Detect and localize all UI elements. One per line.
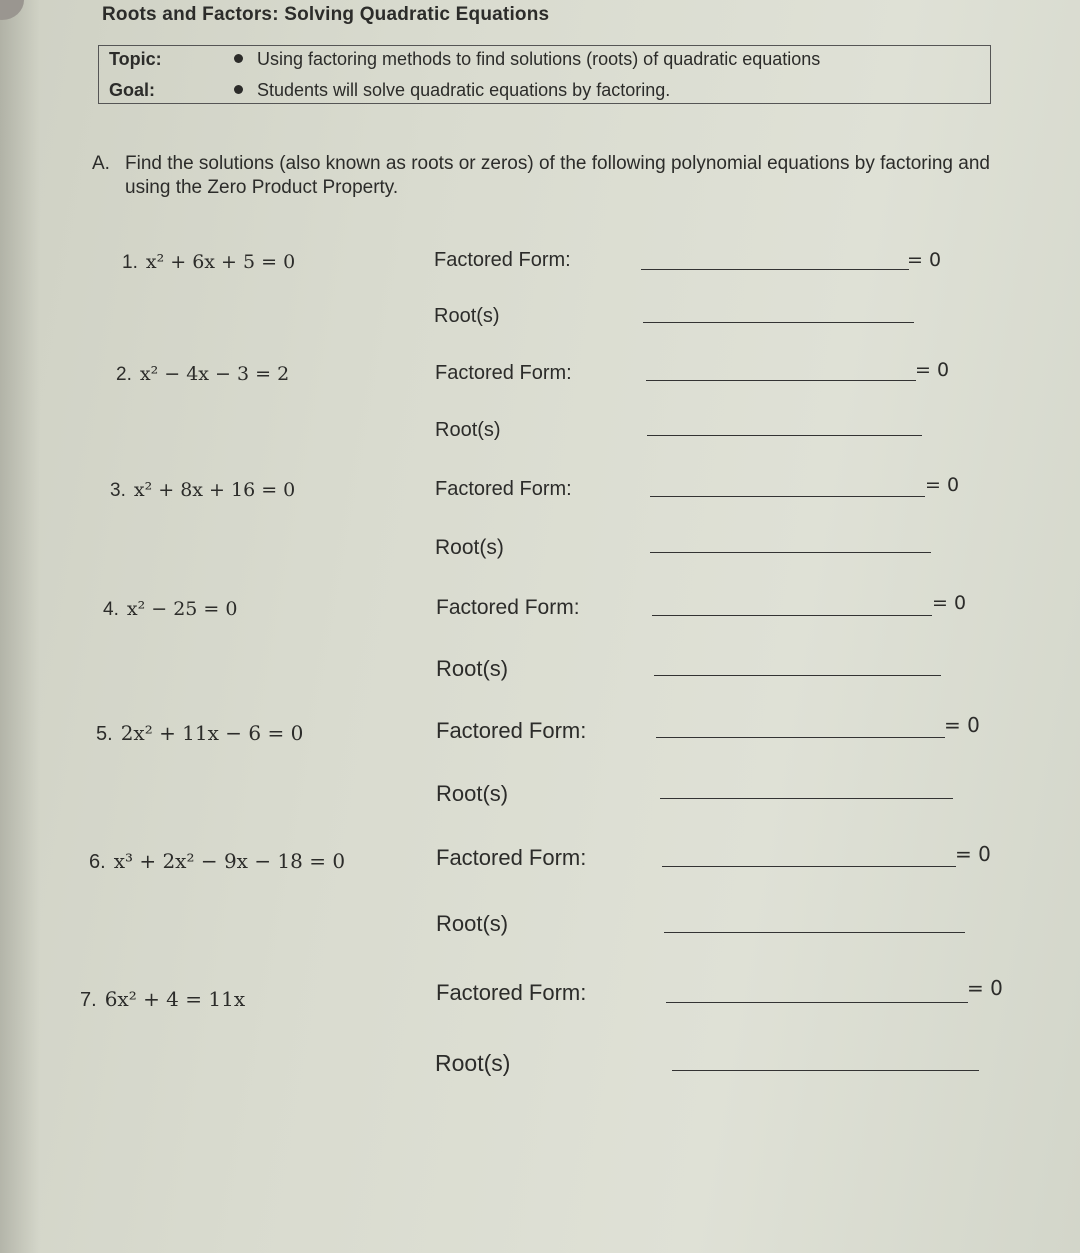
factored-answer-blank-1[interactable]: [641, 269, 909, 270]
factored-answer-blank-3[interactable]: [650, 496, 925, 497]
equals-zero-3: = 0: [925, 474, 960, 496]
factored-answer-blank-6[interactable]: [662, 866, 956, 867]
factored-form-label-4: Factored Form:: [436, 596, 580, 619]
topic-goal-box: [98, 45, 991, 104]
problem-7: 7. 6x² + 4 = 11x: [80, 987, 246, 1011]
problem-1: 1. x² + 6x + 5 = 0: [122, 251, 296, 273]
roots-label-3: Root(s): [435, 536, 504, 559]
topic-label: Topic:: [109, 49, 162, 69]
roots-label-2: Root(s): [435, 419, 501, 441]
problem-equation: 6x² + 4 = 11x: [104, 987, 246, 1011]
bullet-icon: [234, 54, 243, 63]
factored-form-label-1: Factored Form:: [434, 249, 571, 271]
equals-zero-4: = 0: [932, 592, 967, 614]
problem-equation: x² + 6x + 5 = 0: [145, 251, 296, 273]
factored-answer-blank-5[interactable]: [656, 737, 945, 738]
roots-label-5: Root(s): [436, 781, 509, 806]
problem-equation: 2x² + 11x − 6 = 0: [120, 721, 304, 745]
worksheet-title: Roots and Factors: Solving Quadratic Equations: [102, 4, 550, 25]
problem-5: 5. 2x² + 11x − 6 = 0: [96, 721, 304, 745]
section-letter: A.: [92, 153, 110, 174]
problem-4: 4. x² − 25 = 0: [103, 598, 238, 620]
problem-3: 3. x² + 8x + 16 = 0: [110, 479, 296, 501]
instruction-text: Find the solutions (also known as roots or zeros) of the following polynomial equations by factoring and using the Zero Product Property.: [125, 153, 990, 198]
roots-answer-blank-7[interactable]: [672, 1070, 979, 1071]
problem-equation: x³ + 2x² − 9x − 18 = 0: [113, 849, 346, 873]
topic-bullet: [234, 49, 820, 70]
goal-text: Students will solve quadratic equations by factoring.: [257, 80, 671, 100]
factored-answer-blank-2[interactable]: [646, 380, 916, 381]
factored-form-label-7: Factored Form:: [436, 980, 587, 1005]
factored-form-label-6: Factored Form:: [436, 845, 587, 870]
problem-equation: x² − 25 = 0: [126, 598, 238, 620]
problem-2: 2. x² − 4x − 3 = 2: [116, 363, 290, 385]
roots-answer-blank-2[interactable]: [647, 435, 922, 436]
factored-form-label-2: Factored Form:: [435, 362, 572, 384]
factored-answer-blank-7[interactable]: [666, 1002, 968, 1003]
factored-answer-blank-4[interactable]: [652, 615, 932, 616]
equals-zero-5: = 0: [944, 713, 980, 737]
problem-equation: x² − 4x − 3 = 2: [139, 363, 290, 385]
roots-answer-blank-4[interactable]: [654, 675, 941, 676]
factored-form-label-3: Factored Form:: [435, 478, 572, 500]
factored-form-label-5: Factored Form:: [436, 718, 587, 743]
goal-label: Goal:: [109, 80, 156, 100]
problem-equation: x² + 8x + 16 = 0: [133, 479, 296, 501]
bullet-icon: [234, 85, 243, 94]
roots-answer-blank-3[interactable]: [650, 552, 931, 553]
topic-text: Using factoring methods to find solutions (roots) of quadratic equations: [257, 49, 821, 69]
roots-label-1: Root(s): [434, 305, 500, 327]
roots-answer-blank-5[interactable]: [660, 798, 953, 799]
equals-zero-2: = 0: [915, 359, 950, 381]
roots-label-6: Root(s): [436, 911, 509, 936]
roots-label-7: Root(s): [435, 1050, 511, 1076]
roots-label-4: Root(s): [436, 656, 509, 681]
page-edge-shadow: [0, 0, 40, 1253]
roots-answer-blank-6[interactable]: [664, 932, 965, 933]
goal-bullet: [234, 80, 670, 101]
equals-zero-6: = 0: [955, 842, 991, 866]
roots-answer-blank-1[interactable]: [643, 322, 914, 323]
equals-zero-7: = 0: [967, 976, 1003, 1000]
problem-6: 6. x³ + 2x² − 9x − 18 = 0: [89, 849, 346, 873]
equals-zero-1: = 0: [907, 249, 942, 271]
